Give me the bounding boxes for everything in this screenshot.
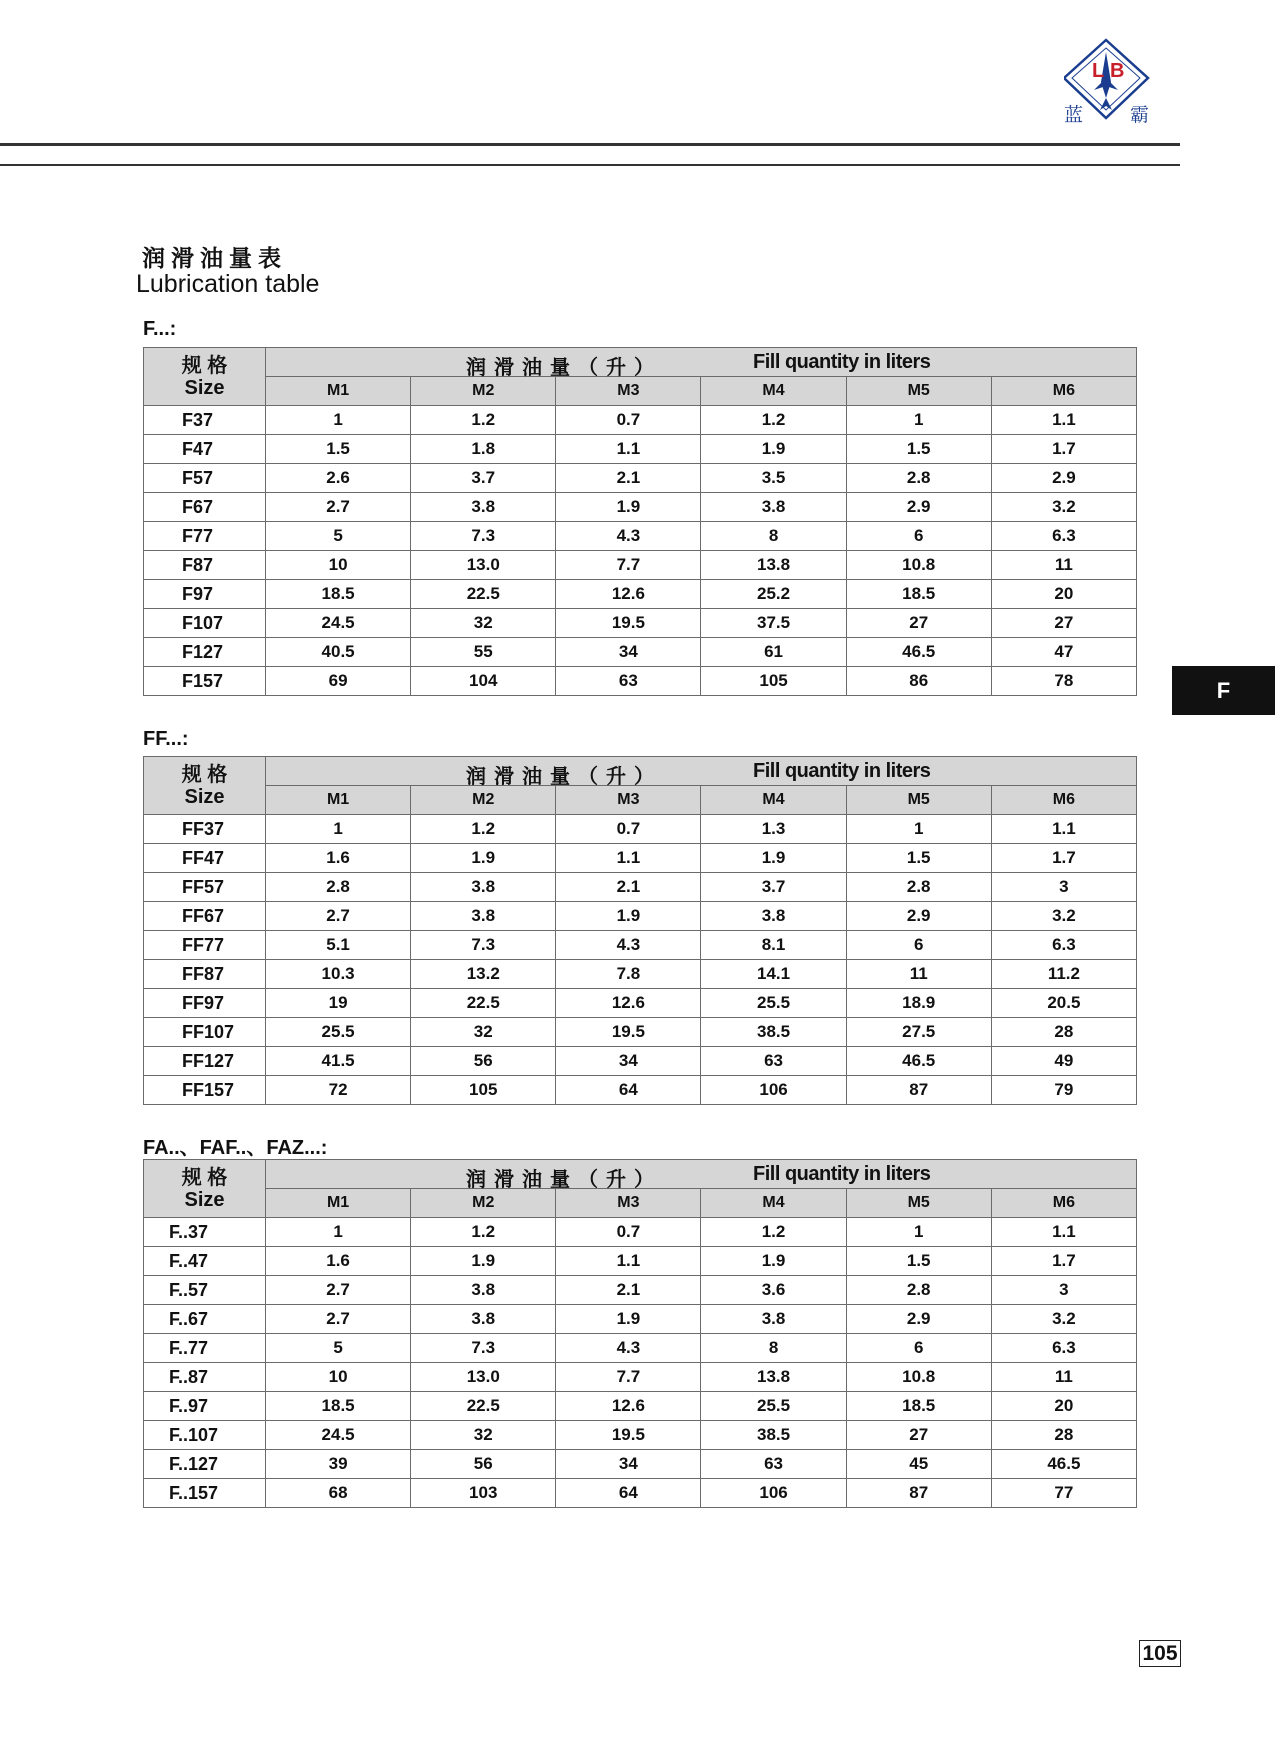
fill-value-cell: 106 <box>701 1076 846 1105</box>
fill-value-cell: 11.2 <box>991 960 1136 989</box>
fill-value-cell: 12.6 <box>556 580 701 609</box>
size-cell: F97 <box>144 580 266 609</box>
table-row <box>144 522 1137 551</box>
size-cell: F..47 <box>144 1247 266 1276</box>
fill-value-cell: 72 <box>266 1076 411 1105</box>
fill-value-cell: 3.2 <box>991 1305 1136 1334</box>
fill-value-cell: 1 <box>846 1218 991 1247</box>
size-header-en: Size <box>184 785 225 808</box>
fill-value-cell: 10.8 <box>846 551 991 580</box>
size-cell: F..77 <box>144 1334 266 1363</box>
section-label-fa: FA..、FAF..、FAZ...: <box>143 1137 328 1159</box>
fill-value-cell: 1.9 <box>701 1247 846 1276</box>
mounting-position-header: M5 <box>846 377 991 406</box>
fill-value-cell: 63 <box>556 667 701 696</box>
fill-value-cell: 2.8 <box>846 1276 991 1305</box>
mounting-position-header: M2 <box>411 377 556 406</box>
fill-value-cell: 3.7 <box>411 464 556 493</box>
fill-value-cell: 87 <box>846 1076 991 1105</box>
fill-value-cell: 32 <box>411 1421 556 1450</box>
fill-value-cell: 3.7 <box>701 873 846 902</box>
fill-value-cell: 56 <box>411 1450 556 1479</box>
fill-value-cell: 19.5 <box>556 609 701 638</box>
fill-value-cell: 10.3 <box>266 960 411 989</box>
table-row <box>144 1247 1137 1276</box>
table-row <box>144 580 1137 609</box>
fill-value-cell: 1.9 <box>701 435 846 464</box>
table-header-row <box>144 757 1137 786</box>
table-row <box>144 406 1137 435</box>
fill-value-cell: 64 <box>556 1076 701 1105</box>
fill-value-cell: 20 <box>991 1392 1136 1421</box>
fill-value-cell: 78 <box>991 667 1136 696</box>
fill-quantity-header <box>266 1160 1137 1189</box>
size-cell: F127 <box>144 638 266 667</box>
table-row <box>144 464 1137 493</box>
fill-value-cell: 1.5 <box>846 1247 991 1276</box>
table-row <box>144 1363 1137 1392</box>
fill-value-cell: 1.2 <box>701 406 846 435</box>
table-row <box>144 435 1137 464</box>
table-row <box>144 960 1137 989</box>
fill-value-cell: 56 <box>411 1047 556 1076</box>
size-header-cn: 规 格 <box>181 1166 228 1189</box>
fill-value-cell: 1.3 <box>701 815 846 844</box>
fill-value-cell: 3.6 <box>701 1276 846 1305</box>
table-row <box>144 902 1137 931</box>
fill-value-cell: 5 <box>266 1334 411 1363</box>
size-cell: F77 <box>144 522 266 551</box>
mounting-position-header: M4 <box>701 786 846 815</box>
fill-value-cell: 22.5 <box>411 1392 556 1421</box>
fill-value-cell: 47 <box>991 638 1136 667</box>
fill-value-cell: 0.7 <box>556 815 701 844</box>
fill-value-cell: 3.8 <box>411 873 556 902</box>
fill-value-cell: 8 <box>701 522 846 551</box>
size-cell: F..87 <box>144 1363 266 1392</box>
fill-value-cell: 104 <box>411 667 556 696</box>
fill-value-cell: 12.6 <box>556 989 701 1018</box>
mounting-position-header: M2 <box>411 786 556 815</box>
mounting-position-header: M4 <box>701 377 846 406</box>
fill-value-cell: 49 <box>991 1047 1136 1076</box>
fill-value-cell: 3.2 <box>991 902 1136 931</box>
fill-value-cell: 2.9 <box>846 1305 991 1334</box>
fill-value-cell: 6.3 <box>991 1334 1136 1363</box>
fill-value-cell: 19 <box>266 989 411 1018</box>
fill-value-cell: 1.9 <box>556 902 701 931</box>
fill-value-cell: 1.6 <box>266 844 411 873</box>
fill-value-cell: 32 <box>411 1018 556 1047</box>
fill-value-cell: 28 <box>991 1018 1136 1047</box>
fill-value-cell: 64 <box>556 1479 701 1508</box>
page-title-en: Lubrication table <box>136 270 320 298</box>
fill-header-cn: 润滑油量（升） <box>466 355 662 379</box>
fill-value-cell: 24.5 <box>266 1421 411 1450</box>
fill-value-cell: 1.1 <box>556 844 701 873</box>
size-cell: FF57 <box>144 873 266 902</box>
fill-value-cell: 63 <box>701 1450 846 1479</box>
logo-initial-left: L <box>1092 60 1105 82</box>
fill-value-cell: 105 <box>411 1076 556 1105</box>
size-cell: FF37 <box>144 815 266 844</box>
mounting-position-header: M6 <box>991 377 1136 406</box>
table-row <box>144 989 1137 1018</box>
fill-value-cell: 106 <box>701 1479 846 1508</box>
fill-value-cell: 63 <box>701 1047 846 1076</box>
fill-value-cell: 4.3 <box>556 1334 701 1363</box>
size-cell: FF47 <box>144 844 266 873</box>
fill-value-cell: 1.2 <box>411 1218 556 1247</box>
fill-value-cell: 2.1 <box>556 873 701 902</box>
fill-value-cell: 25.5 <box>701 989 846 1018</box>
fill-header-cn: 润滑油量（升） <box>466 764 662 788</box>
fill-value-cell: 18.5 <box>266 580 411 609</box>
fill-quantity-header <box>266 348 1137 377</box>
fill-value-cell: 7.8 <box>556 960 701 989</box>
fill-value-cell: 25.5 <box>266 1018 411 1047</box>
fill-value-cell: 6 <box>846 931 991 960</box>
size-header-cn: 规 格 <box>181 354 228 377</box>
mounting-position-header: M1 <box>266 786 411 815</box>
fill-value-cell: 2.7 <box>266 902 411 931</box>
fill-value-cell: 46.5 <box>991 1450 1136 1479</box>
fill-value-cell: 1.5 <box>846 844 991 873</box>
table-row <box>144 1392 1137 1421</box>
fill-value-cell: 4.3 <box>556 931 701 960</box>
fill-value-cell: 1.9 <box>701 844 846 873</box>
fill-value-cell: 1.2 <box>701 1218 846 1247</box>
fill-value-cell: 13.0 <box>411 551 556 580</box>
fill-value-cell: 0.7 <box>556 406 701 435</box>
fill-value-cell: 3.2 <box>991 493 1136 522</box>
section-tab: F <box>1172 666 1275 715</box>
fill-value-cell: 3.8 <box>411 902 556 931</box>
mounting-position-header: M6 <box>991 786 1136 815</box>
fill-value-cell: 1 <box>266 1218 411 1247</box>
size-cell: F67 <box>144 493 266 522</box>
fill-value-cell: 11 <box>846 960 991 989</box>
fill-value-cell: 39 <box>266 1450 411 1479</box>
fill-value-cell: 1.1 <box>991 406 1136 435</box>
fill-value-cell: 2.8 <box>846 464 991 493</box>
fill-value-cell: 27.5 <box>846 1018 991 1047</box>
fill-value-cell: 77 <box>991 1479 1136 1508</box>
fill-value-cell: 1.7 <box>991 1247 1136 1276</box>
fill-value-cell: 5 <box>266 522 411 551</box>
table-header-row <box>144 348 1137 377</box>
table-row <box>144 1047 1137 1076</box>
size-cell: FF77 <box>144 931 266 960</box>
fill-value-cell: 13.8 <box>701 551 846 580</box>
fill-value-cell: 10.8 <box>846 1363 991 1392</box>
table-row <box>144 815 1137 844</box>
fill-value-cell: 41.5 <box>266 1047 411 1076</box>
fill-value-cell: 1 <box>266 815 411 844</box>
fill-value-cell: 3 <box>991 1276 1136 1305</box>
fill-value-cell: 22.5 <box>411 989 556 1018</box>
fill-value-cell: 38.5 <box>701 1018 846 1047</box>
fill-value-cell: 38.5 <box>701 1421 846 1450</box>
table-row <box>144 1305 1137 1334</box>
fill-value-cell: 25.5 <box>701 1392 846 1421</box>
size-cell: FF67 <box>144 902 266 931</box>
fill-value-cell: 28 <box>991 1421 1136 1450</box>
fill-value-cell: 3.5 <box>701 464 846 493</box>
fill-value-cell: 0.7 <box>556 1218 701 1247</box>
fill-value-cell: 6 <box>846 1334 991 1363</box>
fill-value-cell: 7.7 <box>556 551 701 580</box>
fill-value-cell: 2.7 <box>266 1305 411 1334</box>
fill-value-cell: 55 <box>411 638 556 667</box>
fill-value-cell: 3.8 <box>411 1276 556 1305</box>
fill-header-cn: 润滑油量（升） <box>466 1167 662 1191</box>
fill-value-cell: 12.6 <box>556 1392 701 1421</box>
fill-value-cell: 7.7 <box>556 1363 701 1392</box>
fill-value-cell: 10 <box>266 551 411 580</box>
mounting-header-row <box>144 786 1137 815</box>
mounting-position-header: M5 <box>846 786 991 815</box>
fill-value-cell: 69 <box>266 667 411 696</box>
size-cell: F57 <box>144 464 266 493</box>
fill-value-cell: 7.3 <box>411 1334 556 1363</box>
mounting-position-header: M4 <box>701 1189 846 1218</box>
fill-value-cell: 11 <box>991 1363 1136 1392</box>
mounting-position-header: M6 <box>991 1189 1136 1218</box>
fill-value-cell: 4.3 <box>556 522 701 551</box>
fill-value-cell: 13.0 <box>411 1363 556 1392</box>
mounting-position-header: M5 <box>846 1189 991 1218</box>
fill-value-cell: 7.3 <box>411 931 556 960</box>
fill-value-cell: 2.9 <box>846 902 991 931</box>
size-cell: F..67 <box>144 1305 266 1334</box>
size-cell: F..97 <box>144 1392 266 1421</box>
page-number: 105 <box>1139 1640 1181 1667</box>
fill-value-cell: 13.8 <box>701 1363 846 1392</box>
table-row <box>144 667 1137 696</box>
table-row <box>144 1450 1137 1479</box>
size-cell: F47 <box>144 435 266 464</box>
table-row <box>144 844 1137 873</box>
fill-value-cell: 1.1 <box>991 1218 1136 1247</box>
fill-value-cell: 3 <box>991 873 1136 902</box>
size-cell: FF157 <box>144 1076 266 1105</box>
fill-header-en: Fill quantity in liters <box>753 351 931 373</box>
fill-value-cell: 25.2 <box>701 580 846 609</box>
fill-value-cell: 18.5 <box>846 580 991 609</box>
fill-value-cell: 103 <box>411 1479 556 1508</box>
fill-value-cell: 2.6 <box>266 464 411 493</box>
size-header <box>144 348 266 406</box>
fill-value-cell: 3.8 <box>701 493 846 522</box>
size-cell: F..157 <box>144 1479 266 1508</box>
fill-value-cell: 1.5 <box>846 435 991 464</box>
fill-value-cell: 2.8 <box>846 873 991 902</box>
fill-value-cell: 7.3 <box>411 522 556 551</box>
fill-value-cell: 79 <box>991 1076 1136 1105</box>
table-row <box>144 1479 1137 1508</box>
fill-value-cell: 40.5 <box>266 638 411 667</box>
table-row <box>144 493 1137 522</box>
fill-value-cell: 46.5 <box>846 1047 991 1076</box>
fill-value-cell: 3.8 <box>701 1305 846 1334</box>
header-rule-top <box>0 143 1180 146</box>
table-row <box>144 1076 1137 1105</box>
fill-value-cell: 14.1 <box>701 960 846 989</box>
fill-value-cell: 34 <box>556 1450 701 1479</box>
size-cell: FF87 <box>144 960 266 989</box>
fill-value-cell: 8.1 <box>701 931 846 960</box>
fill-value-cell: 20.5 <box>991 989 1136 1018</box>
table-row <box>144 609 1137 638</box>
lubrication-table-f <box>143 347 1137 696</box>
fill-value-cell: 1 <box>846 406 991 435</box>
table-row <box>144 1018 1137 1047</box>
fill-value-cell: 2.8 <box>266 873 411 902</box>
fill-value-cell: 1.9 <box>411 844 556 873</box>
mounting-position-header: M3 <box>556 786 701 815</box>
size-cell: F157 <box>144 667 266 696</box>
fill-value-cell: 34 <box>556 638 701 667</box>
fill-value-cell: 6.3 <box>991 522 1136 551</box>
size-header <box>144 757 266 815</box>
fill-value-cell: 24.5 <box>266 609 411 638</box>
mounting-position-header: M3 <box>556 1189 701 1218</box>
table-row <box>144 931 1137 960</box>
fill-value-cell: 11 <box>991 551 1136 580</box>
fill-value-cell: 1.7 <box>991 435 1136 464</box>
size-cell: F..127 <box>144 1450 266 1479</box>
fill-value-cell: 18.9 <box>846 989 991 1018</box>
fill-value-cell: 18.5 <box>846 1392 991 1421</box>
fill-value-cell: 1.9 <box>556 1305 701 1334</box>
fill-value-cell: 8 <box>701 1334 846 1363</box>
mounting-position-header: M1 <box>266 377 411 406</box>
fill-value-cell: 1.9 <box>411 1247 556 1276</box>
fill-value-cell: 10 <box>266 1363 411 1392</box>
fill-value-cell: 1 <box>846 815 991 844</box>
fill-value-cell: 2.9 <box>846 493 991 522</box>
fill-header-en: Fill quantity in liters <box>753 1163 931 1185</box>
fill-value-cell: 18.5 <box>266 1392 411 1421</box>
fill-value-cell: 3.8 <box>411 493 556 522</box>
size-cell: FF127 <box>144 1047 266 1076</box>
fill-value-cell: 68 <box>266 1479 411 1508</box>
fill-value-cell: 27 <box>846 1421 991 1450</box>
mounting-position-header: M1 <box>266 1189 411 1218</box>
size-header <box>144 1160 266 1218</box>
fill-value-cell: 1.1 <box>556 1247 701 1276</box>
logo-text-right: 霸 <box>1130 104 1150 126</box>
fill-value-cell: 37.5 <box>701 609 846 638</box>
size-header-en: Size <box>184 1188 225 1211</box>
mounting-header-row <box>144 377 1137 406</box>
logo-initial-right: B <box>1110 60 1125 82</box>
fill-value-cell: 2.7 <box>266 493 411 522</box>
fill-value-cell: 2.7 <box>266 1276 411 1305</box>
fill-value-cell: 1.2 <box>411 406 556 435</box>
fill-value-cell: 1.7 <box>991 844 1136 873</box>
size-header-cn: 规 格 <box>181 763 228 786</box>
fill-value-cell: 1.9 <box>556 493 701 522</box>
table-header-row <box>144 1160 1137 1189</box>
table-row <box>144 551 1137 580</box>
mounting-position-header: M3 <box>556 377 701 406</box>
fill-value-cell: 19.5 <box>556 1421 701 1450</box>
fill-value-cell: 32 <box>411 609 556 638</box>
lubrication-table-fa <box>143 1159 1137 1508</box>
size-header-en: Size <box>184 376 225 399</box>
fill-value-cell: 1.8 <box>411 435 556 464</box>
fill-value-cell: 45 <box>846 1450 991 1479</box>
table-row <box>144 1218 1137 1247</box>
fill-value-cell: 105 <box>701 667 846 696</box>
size-cell: F..107 <box>144 1421 266 1450</box>
table-row <box>144 1334 1137 1363</box>
logo-text-left: 蓝 <box>1064 104 1084 126</box>
fill-value-cell: 34 <box>556 1047 701 1076</box>
fill-value-cell: 27 <box>991 609 1136 638</box>
fill-value-cell: 2.1 <box>556 464 701 493</box>
header-rule-bottom <box>0 164 1180 166</box>
fill-value-cell: 61 <box>701 638 846 667</box>
fill-value-cell: 1.1 <box>556 435 701 464</box>
fill-value-cell: 3.8 <box>411 1305 556 1334</box>
table-row <box>144 1276 1137 1305</box>
fill-value-cell: 20 <box>991 580 1136 609</box>
fill-value-cell: 1.1 <box>991 815 1136 844</box>
size-cell: F107 <box>144 609 266 638</box>
mounting-position-header: M2 <box>411 1189 556 1218</box>
fill-value-cell: 5.1 <box>266 931 411 960</box>
page-title-cn: 润滑油量表 <box>142 246 287 272</box>
section-label-f: F...: <box>143 318 177 340</box>
fill-value-cell: 1.5 <box>266 435 411 464</box>
fill-value-cell: 2.1 <box>556 1276 701 1305</box>
fill-value-cell: 19.5 <box>556 1018 701 1047</box>
fill-value-cell: 6.3 <box>991 931 1136 960</box>
size-cell: F..57 <box>144 1276 266 1305</box>
size-cell: F37 <box>144 406 266 435</box>
table-row <box>144 1421 1137 1450</box>
fill-value-cell: 46.5 <box>846 638 991 667</box>
size-cell: FF97 <box>144 989 266 1018</box>
fill-value-cell: 3.8 <box>701 902 846 931</box>
fill-header-en: Fill quantity in liters <box>753 760 931 782</box>
fill-value-cell: 1.6 <box>266 1247 411 1276</box>
fill-value-cell: 2.9 <box>991 464 1136 493</box>
fill-value-cell: 87 <box>846 1479 991 1508</box>
table-row <box>144 638 1137 667</box>
fill-value-cell: 86 <box>846 667 991 696</box>
lubrication-table-ff <box>143 756 1137 1105</box>
fill-value-cell: 1.2 <box>411 815 556 844</box>
size-cell: FF107 <box>144 1018 266 1047</box>
size-cell: F..37 <box>144 1218 266 1247</box>
fill-quantity-header <box>266 757 1137 786</box>
fill-value-cell: 27 <box>846 609 991 638</box>
fill-value-cell: 1 <box>266 406 411 435</box>
fill-value-cell: 6 <box>846 522 991 551</box>
section-label-ff: FF...: <box>143 728 189 750</box>
brand-logo <box>1064 38 1160 128</box>
mounting-header-row <box>144 1189 1137 1218</box>
fill-value-cell: 13.2 <box>411 960 556 989</box>
size-cell: F87 <box>144 551 266 580</box>
table-row <box>144 873 1137 902</box>
fill-value-cell: 22.5 <box>411 580 556 609</box>
